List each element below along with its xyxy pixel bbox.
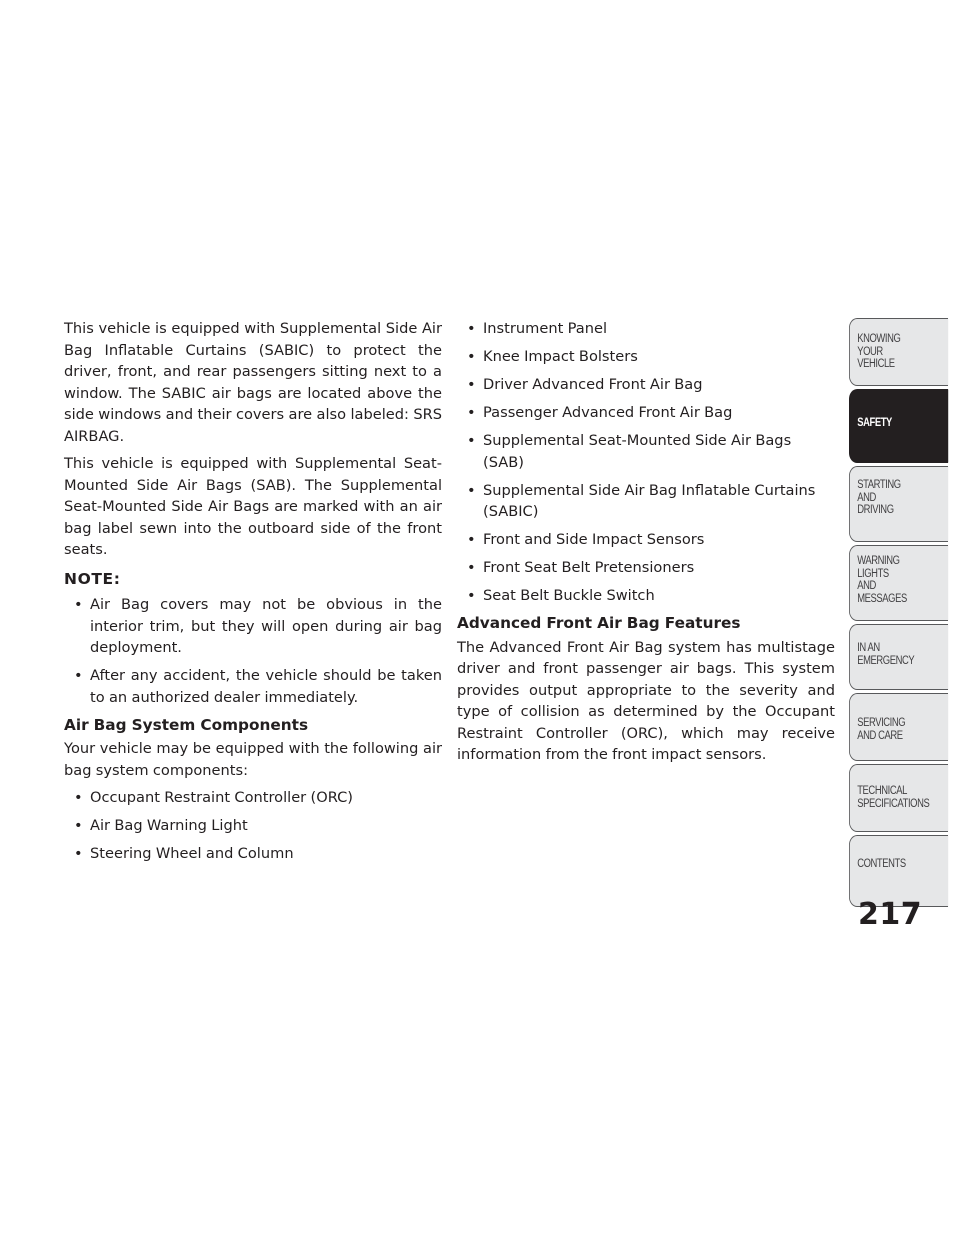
list-item: • Front Seat Belt Pretensioners <box>457 557 835 579</box>
bullet-icon: • <box>74 845 83 862</box>
bullet-icon: • <box>74 596 83 613</box>
list-item: • Supplemental Side Air Bag Inflatable Curtains (SABIC) <box>467 481 816 520</box>
bullet-icon: • <box>467 587 476 604</box>
chapter-tabs <box>849 318 948 910</box>
components-list <box>64 787 442 865</box>
tab-in-an-emergency[interactable]: IN AN EMERGENCY <box>849 624 948 690</box>
bullet-icon: • <box>467 404 476 421</box>
list-item: • After any accident, the vehicle should be taken to an authorized dealer immediately. <box>74 667 442 706</box>
note-label: NOTE: <box>64 569 121 588</box>
list-item: • Passenger Advanced Front Air Bag <box>457 402 835 424</box>
tab-contents[interactable]: CONTENTS <box>849 835 948 907</box>
right-column <box>457 318 835 772</box>
features-paragraph: The Advanced Front Air Bag system has multistage driver and front passenger air bags. This system provides output appropriate to the severity and type of collision as determined by the Occupant Restraint Controller (ORC), which may receive information from the front impact sensors. <box>457 638 835 763</box>
list-item: • Instrument Panel <box>457 318 835 340</box>
bullet-icon: • <box>467 531 476 548</box>
tab-servicing-and-care[interactable]: SERVICING AND CARE <box>849 693 948 761</box>
list-item: • Air Bag covers may not be obvious in the interior trim, but they will open during air bag deployment. <box>74 596 442 656</box>
bullet-icon: • <box>467 432 476 449</box>
components-list-continued <box>457 318 835 607</box>
note-list <box>64 594 442 708</box>
section-heading: Air Bag System Components <box>64 715 309 734</box>
tab-starting-and-driving[interactable]: STARTING AND DRIVING <box>849 466 948 542</box>
bullet-icon: • <box>467 320 476 337</box>
page-number: 217 <box>858 897 923 932</box>
bullet-icon: • <box>74 667 83 684</box>
sabic-paragraph: This vehicle is equipped with Supplemental Side Air Bag Inflatable Curtains (SABIC) to protect the driver, front, and rear passengers sitting next to a window. The SABIC air bags are located above the side windows and their covers are also labeled: SRS AIRBAG. <box>64 320 442 445</box>
section-heading: Advanced Front Air Bag Features <box>457 614 741 632</box>
left-column <box>64 318 442 871</box>
list-item: • Supplemental Seat-Mounted Side Air Bags (SAB) <box>467 432 792 471</box>
list-item: • Steering Wheel and Column <box>64 843 442 865</box>
list-item: • Occupant Restraint Controller (ORC) <box>64 787 442 809</box>
list-item: • Seat Belt Buckle Switch <box>457 585 835 607</box>
list-item: • Front and Side Impact Sensors <box>457 529 835 551</box>
list-item: • Air Bag Warning Light <box>64 815 442 837</box>
tab-technical-specifications[interactable]: TECHNICAL SPECIFICATIONS <box>849 764 948 832</box>
bullet-icon: • <box>467 348 476 365</box>
list-item: • Knee Impact Bolsters <box>457 346 835 368</box>
tab-knowing-your-vehicle[interactable]: KNOWING YOUR VEHICLE <box>849 318 948 386</box>
sab-paragraph: This vehicle is equipped with Supplemental Seat-Mounted Side Air Bags (SAB). The Supplemental Seat-Mounted Side Air Bags are marked with an air bag label sewn into the outboard side of the front seats. <box>64 455 442 558</box>
bullet-icon: • <box>467 481 476 499</box>
tab-safety[interactable]: SAFETY <box>849 389 948 463</box>
bullet-icon: • <box>74 789 83 806</box>
bullet-icon: • <box>74 817 83 834</box>
tab-warning-lights[interactable]: WARNING LIGHTS AND MESSAGES <box>849 545 948 621</box>
bullet-icon: • <box>467 376 476 393</box>
list-item: • Driver Advanced Front Air Bag <box>457 374 835 396</box>
components-intro: Your vehicle may be equipped with the following air bag system components: <box>64 740 442 779</box>
bullet-icon: • <box>467 559 476 576</box>
